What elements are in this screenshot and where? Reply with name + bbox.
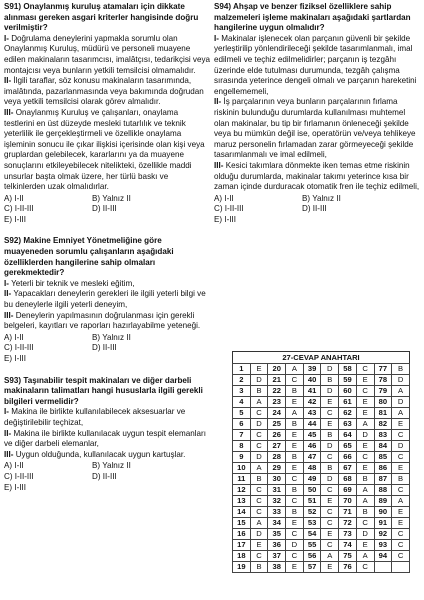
answer-cell: A — [286, 364, 304, 375]
answer-cell: B — [321, 430, 339, 441]
answer-cell: B — [356, 474, 374, 485]
option-d: D) II-III — [92, 204, 117, 214]
answer-cell: E — [321, 529, 339, 540]
answer-cell: D — [250, 419, 268, 430]
right-column — [214, 2, 420, 236]
answer-cell: E — [356, 397, 374, 408]
statement-3: III- Deneylerin yapılmasının doğrulanması için gerekli belgeleri, kayıtları ve raporları hazırlayabilme yeteneği. — [4, 310, 201, 331]
question-number-cell: 23 — [268, 397, 286, 408]
answer-cell: C — [321, 518, 339, 529]
answer-cell: C — [356, 364, 374, 375]
question-number-cell: 7 — [233, 430, 251, 441]
answer-cell: D — [392, 441, 410, 452]
answer-cell: D — [392, 397, 410, 408]
answer-key-row — [233, 562, 410, 573]
answer-key-row — [233, 408, 410, 419]
answer-cell: C — [250, 408, 268, 419]
option-c: C) I-II-III — [4, 343, 34, 353]
option-d: D) II-III — [302, 204, 327, 214]
question-number-cell: 81 — [374, 408, 392, 419]
statement-3: III- Kesici takımlara dönmekte iken temas etme riskinin olduğu durumlarda, makinalar takımı yeterince kısa bir zaman içinde durduracak otomatik fren ile teçhiz edilmeli, — [214, 160, 420, 192]
answer-cell: C — [286, 474, 304, 485]
answer-cell: C — [321, 485, 339, 496]
left-column — [4, 2, 210, 504]
question-number-cell: 25 — [268, 419, 286, 430]
answer-key-row — [233, 397, 410, 408]
answer-cell: E — [356, 375, 374, 386]
option-d: D) II-III — [92, 471, 117, 481]
answer-key-row — [233, 496, 410, 507]
answer-cell: D — [356, 529, 374, 540]
question-number-cell: 79 — [374, 386, 392, 397]
option-e: E) I-III — [4, 482, 27, 492]
question-number-cell: 59 — [339, 375, 357, 386]
question-number-cell: 45 — [303, 430, 321, 441]
question-number-cell: 32 — [268, 496, 286, 507]
answer-cell: C — [392, 551, 410, 562]
question-number-cell: 93 — [374, 540, 392, 551]
answer-cell: E — [392, 463, 410, 474]
answer-cell: C — [321, 540, 339, 551]
question-number-cell: 3 — [233, 386, 251, 397]
question-number-cell: 48 — [303, 463, 321, 474]
answer-key-row — [233, 441, 410, 452]
answer-cell: B — [392, 364, 410, 375]
answer-key-row — [233, 540, 410, 551]
answer-cell: E — [286, 441, 304, 452]
question-number-cell: 26 — [268, 430, 286, 441]
answer-cell: C — [321, 507, 339, 518]
question-number-cell: 41 — [303, 386, 321, 397]
answer-cell: E — [286, 463, 304, 474]
question-number-cell: 85 — [374, 452, 392, 463]
question-number-cell: 80 — [374, 397, 392, 408]
statement-1: I- Makina ile birlikte kullanılabilecek aksesuarlar ve değiştirilebilir teçhizat, — [4, 407, 186, 427]
question-number-cell: 53 — [303, 518, 321, 529]
question-number-cell: 72 — [339, 518, 357, 529]
answer-cell: C — [250, 551, 268, 562]
answer-cell: B — [356, 507, 374, 518]
question-number-cell: 83 — [374, 430, 392, 441]
answer-cell: E — [392, 419, 410, 430]
question-number-cell: 55 — [303, 540, 321, 551]
question-number-cell: 75 — [339, 551, 357, 562]
answer-cell: E — [286, 562, 304, 573]
question-body — [214, 34, 420, 193]
question-number-cell: 1 — [233, 364, 251, 375]
question-number-cell: 12 — [233, 485, 251, 496]
answer-cell: B — [286, 485, 304, 496]
option-c: C) I-II-III — [4, 204, 34, 214]
answer-cell: C — [286, 551, 304, 562]
question-number-cell: 71 — [339, 507, 357, 518]
question-number-cell: 4 — [233, 397, 251, 408]
question-number-cell: 89 — [374, 496, 392, 507]
option-d: D) II-III — [92, 343, 117, 353]
statement-1: I- Yeterli bir teknik ve mesleki eğitim, — [4, 278, 135, 288]
question-body — [4, 34, 210, 193]
option-b: B) Yalnız II — [92, 193, 131, 203]
question-number-cell: 39 — [303, 364, 321, 375]
answer-cell: D — [356, 430, 374, 441]
option-c: C) I-II-III — [214, 204, 244, 214]
question-number-cell: 2 — [233, 375, 251, 386]
answer-cell: B — [321, 463, 339, 474]
question-number-cell: 94 — [374, 551, 392, 562]
question-number-cell: 18 — [233, 551, 251, 562]
answer-cell: D — [321, 364, 339, 375]
question-number-cell: 51 — [303, 496, 321, 507]
statement-2: II- İş parçalarının veya bunların parçalarının fırlama riskinin bulunduğu durumlarda kullanılması muhtemel olan makinalar, bu tip bir fırlamanın önleneceği şekilde veya bu mümkün değil ise, operatörün ve/veya tehlikeye maruz personelin fırlamadan zarar görmeyeceği şekilde tasarımlanmalı ve imal edilmeli, — [214, 97, 416, 160]
answer-cell: C — [392, 540, 410, 551]
question-body — [4, 407, 210, 460]
answer-cell: A — [250, 518, 268, 529]
question-number-cell: 66 — [339, 452, 357, 463]
answer-key-row — [233, 364, 410, 375]
question-number-cell: 34 — [268, 518, 286, 529]
answer-options — [214, 194, 420, 226]
answer-cell: B — [321, 375, 339, 386]
answer-cell: E — [250, 364, 268, 375]
answer-cell: C — [392, 485, 410, 496]
question-number-cell: 40 — [303, 375, 321, 386]
answer-cell: A — [250, 397, 268, 408]
answer-key-row — [233, 518, 410, 529]
question-body — [4, 279, 210, 332]
question-number-cell: 5 — [233, 408, 251, 419]
question-number-cell: 24 — [268, 408, 286, 419]
answer-cell: A — [356, 419, 374, 430]
answer-cell: D — [321, 386, 339, 397]
question-number-cell: 76 — [339, 562, 357, 573]
answer-cell: A — [250, 463, 268, 474]
answer-cell: E — [321, 496, 339, 507]
statement-2: II- Makina ile birlikte kullanılacak uygun tespit elemanları ve diğer darbeli elemanlar, — [4, 428, 206, 449]
answer-cell: A — [356, 496, 374, 507]
statement-1: I- Makinalar işlenecek olan parçanın güvenli bir şekilde yerleştirilip yönlendirileceği şekilde tasarımlanmalı, imal edilmeli ve teçhiz edilmelidirler; parçanın iş tezgâhı üzerinde elde tutulması durumunda, tezgâh çalışma sırasında yeterince dengeli olmalı ve parçanın hareketini engellememeli, — [214, 33, 417, 96]
question-number-cell: 52 — [303, 507, 321, 518]
question-number-cell: 54 — [303, 529, 321, 540]
question-93 — [4, 376, 210, 494]
question-number-cell: 38 — [268, 562, 286, 573]
question-number-cell: 13 — [233, 496, 251, 507]
answer-options — [4, 461, 210, 493]
question-number-cell: 78 — [374, 375, 392, 386]
answer-cell: E — [286, 518, 304, 529]
question-number-cell: 67 — [339, 463, 357, 474]
answer-cell — [392, 562, 410, 573]
question-number-cell: 36 — [268, 540, 286, 551]
answer-cell: E — [356, 463, 374, 474]
answer-cell: B — [286, 419, 304, 430]
answer-cell: C — [356, 518, 374, 529]
answer-cell: E — [286, 430, 304, 441]
question-91 — [4, 2, 210, 225]
question-number-cell: 90 — [374, 507, 392, 518]
statement-3: III- Uygun olduğunda, kullanılacak uygun kartuşlar. — [4, 449, 186, 459]
question-number-cell: 61 — [339, 397, 357, 408]
question-number-cell: 42 — [303, 397, 321, 408]
answer-key-row — [233, 419, 410, 430]
answer-key-row — [233, 474, 410, 485]
answer-cell: E — [250, 540, 268, 551]
answer-cell: C — [286, 496, 304, 507]
answer-cell: E — [356, 441, 374, 452]
question-number-cell — [374, 562, 392, 573]
answer-cell: B — [250, 386, 268, 397]
question-number-cell: 35 — [268, 529, 286, 540]
answer-cell: D — [321, 441, 339, 452]
question-number-cell: 27 — [268, 441, 286, 452]
question-title: S91) Onaylanmış kuruluş atamaları için dikkate alınması gereken asgari kriterler hangisinde doğru verilmiştir? — [4, 2, 199, 33]
question-title: S92) Makine Emniyet Yönetmeliğine göre muayeneden sorumlu çalışanların aşağıdaki özelliklerden hangilerine sahip olmaları gerekmektedir? — [4, 236, 174, 278]
option-e: E) I-III — [4, 354, 27, 363]
question-number-cell: 17 — [233, 540, 251, 551]
answer-cell: C — [250, 496, 268, 507]
question-number-cell: 87 — [374, 474, 392, 485]
question-number-cell: 11 — [233, 474, 251, 485]
question-number-cell: 15 — [233, 518, 251, 529]
question-number-cell: 49 — [303, 474, 321, 485]
question-number-cell: 65 — [339, 441, 357, 452]
question-number-cell: 88 — [374, 485, 392, 496]
answer-key — [232, 351, 410, 573]
question-number-cell: 69 — [339, 485, 357, 496]
question-number-cell: 73 — [339, 529, 357, 540]
statement-2: II- Yapacakları deneylerin gerekleri ile ilgili yeterli bilgi ve bu deneylerle ilgili yeterli deneyim, — [4, 289, 206, 310]
answer-key-table — [232, 363, 410, 573]
option-a: A) I-II — [4, 461, 24, 471]
answer-options — [4, 333, 210, 365]
answer-cell: B — [250, 562, 268, 573]
answer-cell: B — [286, 507, 304, 518]
question-number-cell: 20 — [268, 364, 286, 375]
question-number-cell: 74 — [339, 540, 357, 551]
answer-key-row — [233, 485, 410, 496]
question-number-cell: 92 — [374, 529, 392, 540]
question-number-cell: 47 — [303, 452, 321, 463]
answer-cell: B — [286, 386, 304, 397]
answer-cell: A — [286, 408, 304, 419]
answer-cell: C — [392, 529, 410, 540]
answer-key-row — [233, 375, 410, 386]
answer-cell: E — [286, 397, 304, 408]
question-number-cell: 31 — [268, 485, 286, 496]
answer-cell: C — [250, 485, 268, 496]
answer-key-row — [233, 452, 410, 463]
question-number-cell: 43 — [303, 408, 321, 419]
answer-key-row — [233, 463, 410, 474]
option-b: B) Yalnız II — [92, 461, 131, 471]
question-number-cell: 56 — [303, 551, 321, 562]
answer-cell: A — [392, 496, 410, 507]
question-number-cell: 14 — [233, 507, 251, 518]
answer-key-row — [233, 430, 410, 441]
question-number-cell: 68 — [339, 474, 357, 485]
answer-cell: A — [321, 551, 339, 562]
answer-key-row — [233, 529, 410, 540]
answer-cell: E — [321, 397, 339, 408]
question-number-cell: 8 — [233, 441, 251, 452]
answer-cell: E — [356, 408, 374, 419]
question-number-cell: 28 — [268, 452, 286, 463]
question-number-cell: 70 — [339, 496, 357, 507]
question-title: S94) Ahşap ve benzer fiziksel özelliklere sahip malzemeleri işleme makinaları aşağıdaki şartlardan hangilerine uygun olmalıdır? — [214, 2, 411, 33]
question-number-cell: 29 — [268, 463, 286, 474]
answer-cell: D — [392, 375, 410, 386]
question-number-cell: 10 — [233, 463, 251, 474]
answer-cell: B — [392, 474, 410, 485]
statement-1: I- Doğrulama deneylerini yapmakla sorumlu olan Onaylanmış Kuruluş, müdürü ve personeli muayene edilen makinaların tasarımcısı, imalâtçısı, tedarikçisi veya montajcısı veya bunların yetkili temsilcisi olmamalıdır. — [4, 33, 211, 75]
answer-cell: C — [392, 452, 410, 463]
question-number-cell: 19 — [233, 562, 251, 573]
option-a: A) I-II — [4, 193, 24, 203]
option-b: B) Yalnız II — [302, 193, 341, 203]
question-number-cell: 60 — [339, 386, 357, 397]
option-b: B) Yalnız II — [92, 332, 131, 342]
question-number-cell: 6 — [233, 419, 251, 430]
answer-options — [4, 194, 210, 226]
answer-key-row — [233, 551, 410, 562]
option-c: C) I-II-III — [4, 471, 34, 481]
question-number-cell: 62 — [339, 408, 357, 419]
question-number-cell: 64 — [339, 430, 357, 441]
answer-cell: C — [286, 529, 304, 540]
question-number-cell: 57 — [303, 562, 321, 573]
answer-cell: D — [286, 540, 304, 551]
option-a: A) I-II — [214, 193, 234, 203]
answer-key-title: 27-CEVAP ANAHTARI — [232, 351, 410, 363]
question-92 — [4, 236, 210, 364]
question-number-cell: 50 — [303, 485, 321, 496]
question-title: S93) Taşınabilir tespit makinaları ve diğer darbeli makinaların talimatları hangi hususlarla ilgili gerekli bilgileri vermelidir? — [4, 375, 203, 406]
answer-cell: E — [392, 518, 410, 529]
answer-cell: A — [392, 408, 410, 419]
question-number-cell: 33 — [268, 507, 286, 518]
question-number-cell: 46 — [303, 441, 321, 452]
question-number-cell: 84 — [374, 441, 392, 452]
answer-cell: C — [286, 375, 304, 386]
answer-cell: D — [250, 452, 268, 463]
option-a: A) I-II — [4, 332, 24, 342]
statement-3: III- Onaylanmış Kuruluş ve çalışanları, onaylama testlerini en üst düzeyde mesleki tutarlılık ve teknik yeterlilik ile gerçekleştirmeli ve özellikle onaylama işleminin sonucu ile çıkar ilişkisi içerisinde olan kişi veya gruplardan gelebilecek, kararlarını ya da muayene sonuçlarını etkileyebilecek nitelikteki, özellikle maddi unsurlar başta olmak üzere, her türlü baskı ve telkinlerden uzak olmalıdırlar. — [4, 107, 205, 192]
answer-cell: D — [250, 375, 268, 386]
answer-cell: C — [356, 562, 374, 573]
answer-cell: C — [321, 408, 339, 419]
question-number-cell: 44 — [303, 419, 321, 430]
question-number-cell: 91 — [374, 518, 392, 529]
answer-cell: E — [321, 562, 339, 573]
answer-cell: C — [250, 507, 268, 518]
answer-cell: C — [356, 452, 374, 463]
answer-cell: D — [321, 474, 339, 485]
question-number-cell: 58 — [339, 364, 357, 375]
answer-cell: C — [392, 430, 410, 441]
option-e: E) I-III — [4, 214, 27, 224]
answer-cell: C — [356, 386, 374, 397]
answer-cell: E — [321, 419, 339, 430]
answer-cell: A — [356, 485, 374, 496]
answer-cell: D — [250, 529, 268, 540]
answer-cell: E — [392, 507, 410, 518]
answer-cell: A — [392, 386, 410, 397]
question-number-cell: 30 — [268, 474, 286, 485]
answer-cell: B — [250, 474, 268, 485]
question-number-cell: 37 — [268, 551, 286, 562]
question-number-cell: 86 — [374, 463, 392, 474]
question-94 — [214, 2, 420, 225]
answer-cell: C — [250, 441, 268, 452]
answer-cell: C — [321, 452, 339, 463]
question-number-cell: 77 — [374, 364, 392, 375]
question-number-cell: 82 — [374, 419, 392, 430]
statement-2: II- İlgili taraflar, söz konusu makinaların tasarımında, imalâtında, pazarlanmasında veya bakımında doğrudan veya yetkili temsilcisi olarak görev almalıdır. — [4, 76, 204, 107]
option-e: E) I-III — [214, 214, 237, 224]
answer-key-row — [233, 507, 410, 518]
answer-cell: A — [356, 551, 374, 562]
answer-key-row — [233, 386, 410, 397]
answer-cell: E — [356, 540, 374, 551]
question-number-cell: 21 — [268, 375, 286, 386]
answer-cell: C — [250, 430, 268, 441]
question-number-cell: 22 — [268, 386, 286, 397]
question-number-cell: 9 — [233, 452, 251, 463]
question-number-cell: 16 — [233, 529, 251, 540]
answer-cell: B — [286, 452, 304, 463]
question-number-cell: 63 — [339, 419, 357, 430]
